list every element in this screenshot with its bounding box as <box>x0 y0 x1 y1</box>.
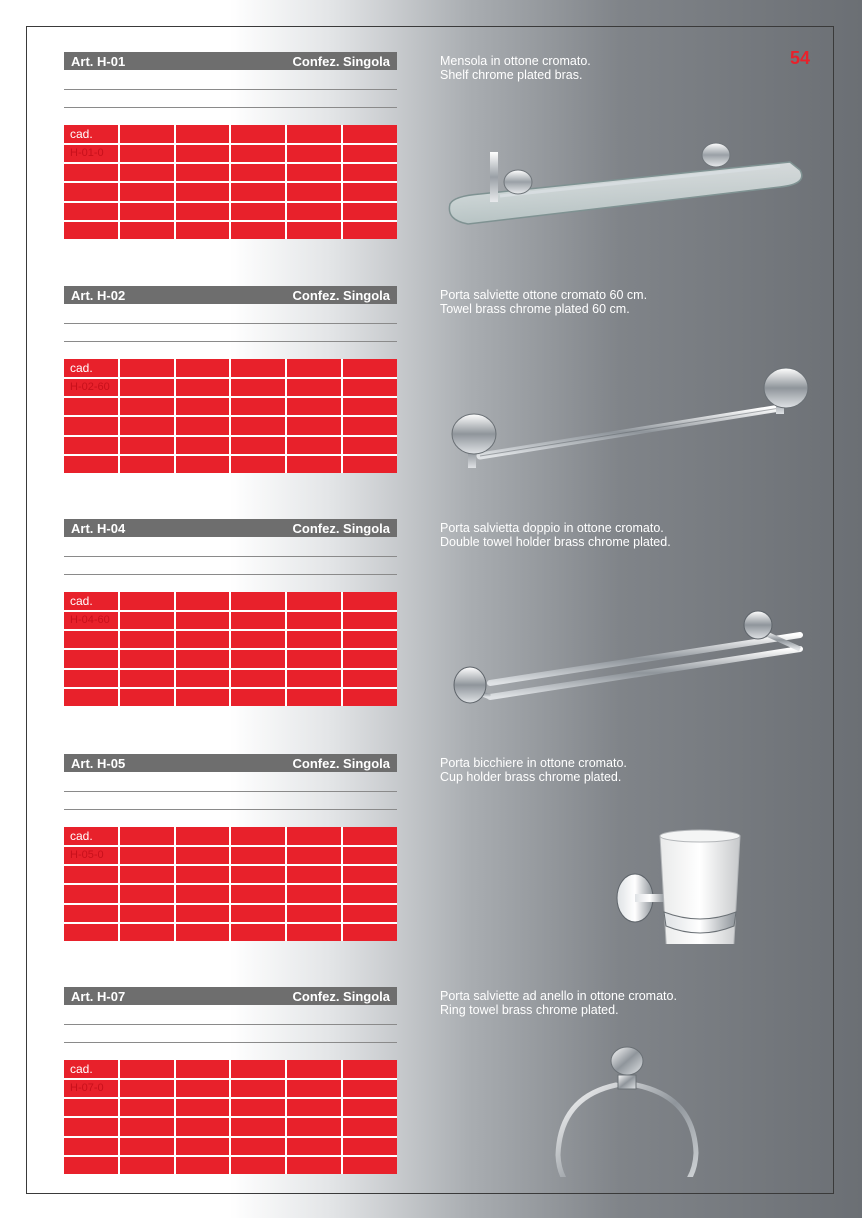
price-cell <box>64 437 118 454</box>
price-cell <box>287 650 341 667</box>
price-cell <box>343 885 397 902</box>
price-cell <box>343 359 397 377</box>
price-cell <box>120 164 174 181</box>
price-cell <box>287 689 341 706</box>
pack-label: Confez. Singola <box>292 521 390 536</box>
price-cell <box>176 379 230 396</box>
price-cell <box>231 612 285 629</box>
price-cell <box>120 1080 174 1097</box>
price-cell <box>343 1157 397 1174</box>
price-cell <box>120 222 174 239</box>
article-code: Art. H-07 <box>71 989 126 1004</box>
price-cell <box>64 1118 118 1135</box>
price-cell <box>64 631 118 648</box>
price-cell <box>343 379 397 396</box>
divider <box>64 791 397 792</box>
price-cell <box>287 164 341 181</box>
product-description <box>440 989 677 1017</box>
price-cell <box>176 145 230 162</box>
price-cell <box>176 1099 230 1116</box>
description-english: Cup holder brass chrome plated. <box>440 770 622 784</box>
price-cell <box>287 631 341 648</box>
price-cell <box>176 417 230 434</box>
price-cell <box>176 398 230 415</box>
unit-label: cad. <box>64 1060 118 1078</box>
price-cell <box>176 592 230 610</box>
price-cell <box>231 847 285 864</box>
price-cell <box>343 1138 397 1155</box>
price-cell <box>176 183 230 200</box>
price-cell <box>287 359 341 377</box>
price-cell <box>231 145 285 162</box>
price-cell <box>231 183 285 200</box>
price-cell <box>176 689 230 706</box>
price-cell <box>176 359 230 377</box>
price-cell <box>64 456 118 473</box>
divider <box>64 1042 397 1043</box>
price-cell <box>64 1099 118 1116</box>
description-italian: Mensola in ottone cromato. <box>440 54 591 68</box>
price-cell <box>176 1080 230 1097</box>
price-cell <box>64 650 118 667</box>
price-cell <box>231 924 285 941</box>
price-cell <box>120 650 174 667</box>
price-cell <box>287 612 341 629</box>
price-cell <box>64 398 118 415</box>
price-cell <box>120 689 174 706</box>
product-section-h01 <box>64 52 844 252</box>
pack-label: Confez. Singola <box>292 989 390 1004</box>
description-english: Double towel holder brass chrome plated. <box>440 535 671 549</box>
price-cell <box>120 145 174 162</box>
price-cell <box>343 145 397 162</box>
divider <box>64 556 397 557</box>
price-cell <box>343 183 397 200</box>
product-section-h05 <box>64 754 844 954</box>
price-cell <box>64 183 118 200</box>
price-cell <box>176 847 230 864</box>
price-cell <box>120 1157 174 1174</box>
price-cell <box>343 437 397 454</box>
article-header <box>64 52 397 70</box>
price-cell <box>231 827 285 845</box>
article-code: Art. H-01 <box>71 54 126 69</box>
price-cell <box>64 222 118 239</box>
article-code: Art. H-02 <box>71 288 126 303</box>
price-cell <box>343 1099 397 1116</box>
price-cell <box>120 359 174 377</box>
price-cell <box>120 592 174 610</box>
article-header <box>64 754 397 772</box>
price-cell <box>287 1157 341 1174</box>
price-cell <box>176 612 230 629</box>
price-cell <box>287 1060 341 1078</box>
price-cell <box>287 866 341 883</box>
price-cell <box>176 203 230 220</box>
product-description <box>440 288 647 316</box>
price-cell <box>231 437 285 454</box>
price-cell <box>231 670 285 687</box>
price-grid <box>64 359 397 473</box>
pack-label: Confez. Singola <box>292 288 390 303</box>
price-cell <box>120 183 174 200</box>
price-cell <box>287 847 341 864</box>
price-code: H-02-60 <box>64 379 118 396</box>
glass-shelf-icon <box>440 92 810 242</box>
price-cell <box>231 417 285 434</box>
price-cell <box>287 1138 341 1155</box>
price-cell <box>120 379 174 396</box>
product-description <box>440 54 591 82</box>
price-cell <box>231 125 285 143</box>
description-english: Ring towel brass chrome plated. <box>440 1003 619 1017</box>
divider <box>64 323 397 324</box>
price-cell <box>343 1060 397 1078</box>
price-cell <box>120 456 174 473</box>
divider <box>64 574 397 575</box>
price-cell <box>176 885 230 902</box>
article-code: Art. H-05 <box>71 756 126 771</box>
price-cell <box>343 456 397 473</box>
price-cell <box>287 125 341 143</box>
price-cell <box>176 1118 230 1135</box>
price-cell <box>287 398 341 415</box>
price-cell <box>343 650 397 667</box>
price-cell <box>176 164 230 181</box>
divider <box>64 1024 397 1025</box>
page-number: 54 <box>790 48 811 68</box>
price-cell <box>343 125 397 143</box>
product-section-h07 <box>64 987 844 1187</box>
price-cell <box>64 689 118 706</box>
price-cell <box>64 1138 118 1155</box>
price-cell <box>231 689 285 706</box>
article-code: Art. H-04 <box>71 521 126 536</box>
price-cell <box>176 125 230 143</box>
price-cell <box>287 885 341 902</box>
price-cell <box>231 885 285 902</box>
price-cell <box>343 592 397 610</box>
towel-ring-icon <box>440 1027 810 1177</box>
unit-label: cad. <box>64 827 118 845</box>
description-italian: Porta bicchiere in ottone cromato. <box>440 756 627 770</box>
price-grid <box>64 125 397 239</box>
price-cell <box>120 670 174 687</box>
description-italian: Porta salvietta doppio in ottone cromato. <box>440 521 664 535</box>
price-cell <box>287 905 341 922</box>
product-section-h04 <box>64 519 844 719</box>
price-code: H-04-60 <box>64 612 118 629</box>
price-cell <box>231 631 285 648</box>
divider <box>64 341 397 342</box>
price-cell <box>343 689 397 706</box>
price-cell <box>231 866 285 883</box>
price-cell <box>343 631 397 648</box>
article-header <box>64 519 397 537</box>
description-english: Shelf chrome plated bras. <box>440 68 583 82</box>
price-cell <box>287 592 341 610</box>
price-cell <box>343 164 397 181</box>
price-cell <box>287 670 341 687</box>
price-cell <box>287 417 341 434</box>
price-cell <box>120 398 174 415</box>
price-cell <box>287 1118 341 1135</box>
price-grid <box>64 592 397 706</box>
price-cell <box>64 164 118 181</box>
article-header <box>64 987 397 1005</box>
price-cell <box>343 827 397 845</box>
price-cell <box>64 924 118 941</box>
double-towel-bar-icon <box>440 559 810 709</box>
price-cell <box>343 222 397 239</box>
product-description <box>440 756 627 784</box>
price-cell <box>120 1138 174 1155</box>
price-cell <box>176 827 230 845</box>
price-cell <box>287 222 341 239</box>
price-cell <box>176 670 230 687</box>
price-cell <box>64 1157 118 1174</box>
price-cell <box>231 1060 285 1078</box>
price-cell <box>231 1157 285 1174</box>
price-code: H-01-0 <box>64 145 118 162</box>
price-cell <box>176 924 230 941</box>
price-cell <box>64 885 118 902</box>
price-cell <box>343 924 397 941</box>
price-cell <box>231 379 285 396</box>
cup-holder-icon <box>440 794 810 944</box>
price-cell <box>120 866 174 883</box>
price-cell <box>120 437 174 454</box>
price-cell <box>343 905 397 922</box>
price-cell <box>287 456 341 473</box>
price-cell <box>120 924 174 941</box>
price-cell <box>176 1060 230 1078</box>
price-cell <box>287 1080 341 1097</box>
description-italian: Porta salviette ad anello in ottone cromato. <box>440 989 677 1003</box>
price-cell <box>231 164 285 181</box>
price-cell <box>120 631 174 648</box>
price-cell <box>343 612 397 629</box>
price-cell <box>176 866 230 883</box>
price-cell <box>120 827 174 845</box>
description-italian: Porta salviette ottone cromato 60 cm. <box>440 288 648 302</box>
price-cell <box>287 145 341 162</box>
price-cell <box>64 203 118 220</box>
price-code: H-05-0 <box>64 847 118 864</box>
price-cell <box>343 670 397 687</box>
price-cell <box>64 417 118 434</box>
price-cell <box>176 1138 230 1155</box>
description-english: Towel brass chrome plated 60 cm. <box>440 302 630 316</box>
price-cell <box>120 1060 174 1078</box>
price-cell <box>343 866 397 883</box>
price-cell <box>231 398 285 415</box>
price-cell <box>343 1118 397 1135</box>
price-cell <box>120 1118 174 1135</box>
price-cell <box>231 1080 285 1097</box>
price-cell <box>287 437 341 454</box>
price-cell <box>120 885 174 902</box>
price-cell <box>287 379 341 396</box>
price-cell <box>231 203 285 220</box>
price-cell <box>176 650 230 667</box>
unit-label: cad. <box>64 125 118 143</box>
price-cell <box>287 203 341 220</box>
price-cell <box>287 1099 341 1116</box>
unit-label: cad. <box>64 359 118 377</box>
price-cell <box>64 670 118 687</box>
price-grid <box>64 827 397 941</box>
price-cell <box>120 905 174 922</box>
price-cell <box>343 847 397 864</box>
price-cell <box>343 417 397 434</box>
price-grid <box>64 1060 397 1174</box>
pack-label: Confez. Singola <box>292 54 390 69</box>
price-cell <box>287 924 341 941</box>
pack-label: Confez. Singola <box>292 756 390 771</box>
price-cell <box>120 203 174 220</box>
price-code: H-07-0 <box>64 1080 118 1097</box>
price-cell <box>231 222 285 239</box>
towel-bar-icon <box>440 326 810 476</box>
divider <box>64 809 397 810</box>
price-cell <box>287 183 341 200</box>
price-cell <box>120 125 174 143</box>
divider <box>64 89 397 90</box>
price-cell <box>287 827 341 845</box>
price-cell <box>231 456 285 473</box>
price-cell <box>231 1118 285 1135</box>
price-cell <box>120 847 174 864</box>
price-cell <box>176 437 230 454</box>
price-cell <box>64 866 118 883</box>
price-cell <box>231 1138 285 1155</box>
price-cell <box>176 905 230 922</box>
price-cell <box>231 1099 285 1116</box>
price-cell <box>176 222 230 239</box>
price-cell <box>120 612 174 629</box>
product-section-h02 <box>64 286 844 486</box>
unit-label: cad. <box>64 592 118 610</box>
product-description <box>440 521 671 549</box>
price-cell <box>343 203 397 220</box>
price-cell <box>231 650 285 667</box>
price-cell <box>176 631 230 648</box>
price-cell <box>343 398 397 415</box>
price-cell <box>176 456 230 473</box>
price-cell <box>231 592 285 610</box>
price-cell <box>120 417 174 434</box>
price-cell <box>176 1157 230 1174</box>
price-cell <box>231 359 285 377</box>
divider <box>64 107 397 108</box>
price-cell <box>120 1099 174 1116</box>
price-cell <box>343 1080 397 1097</box>
article-header <box>64 286 397 304</box>
price-cell <box>64 905 118 922</box>
price-cell <box>231 905 285 922</box>
